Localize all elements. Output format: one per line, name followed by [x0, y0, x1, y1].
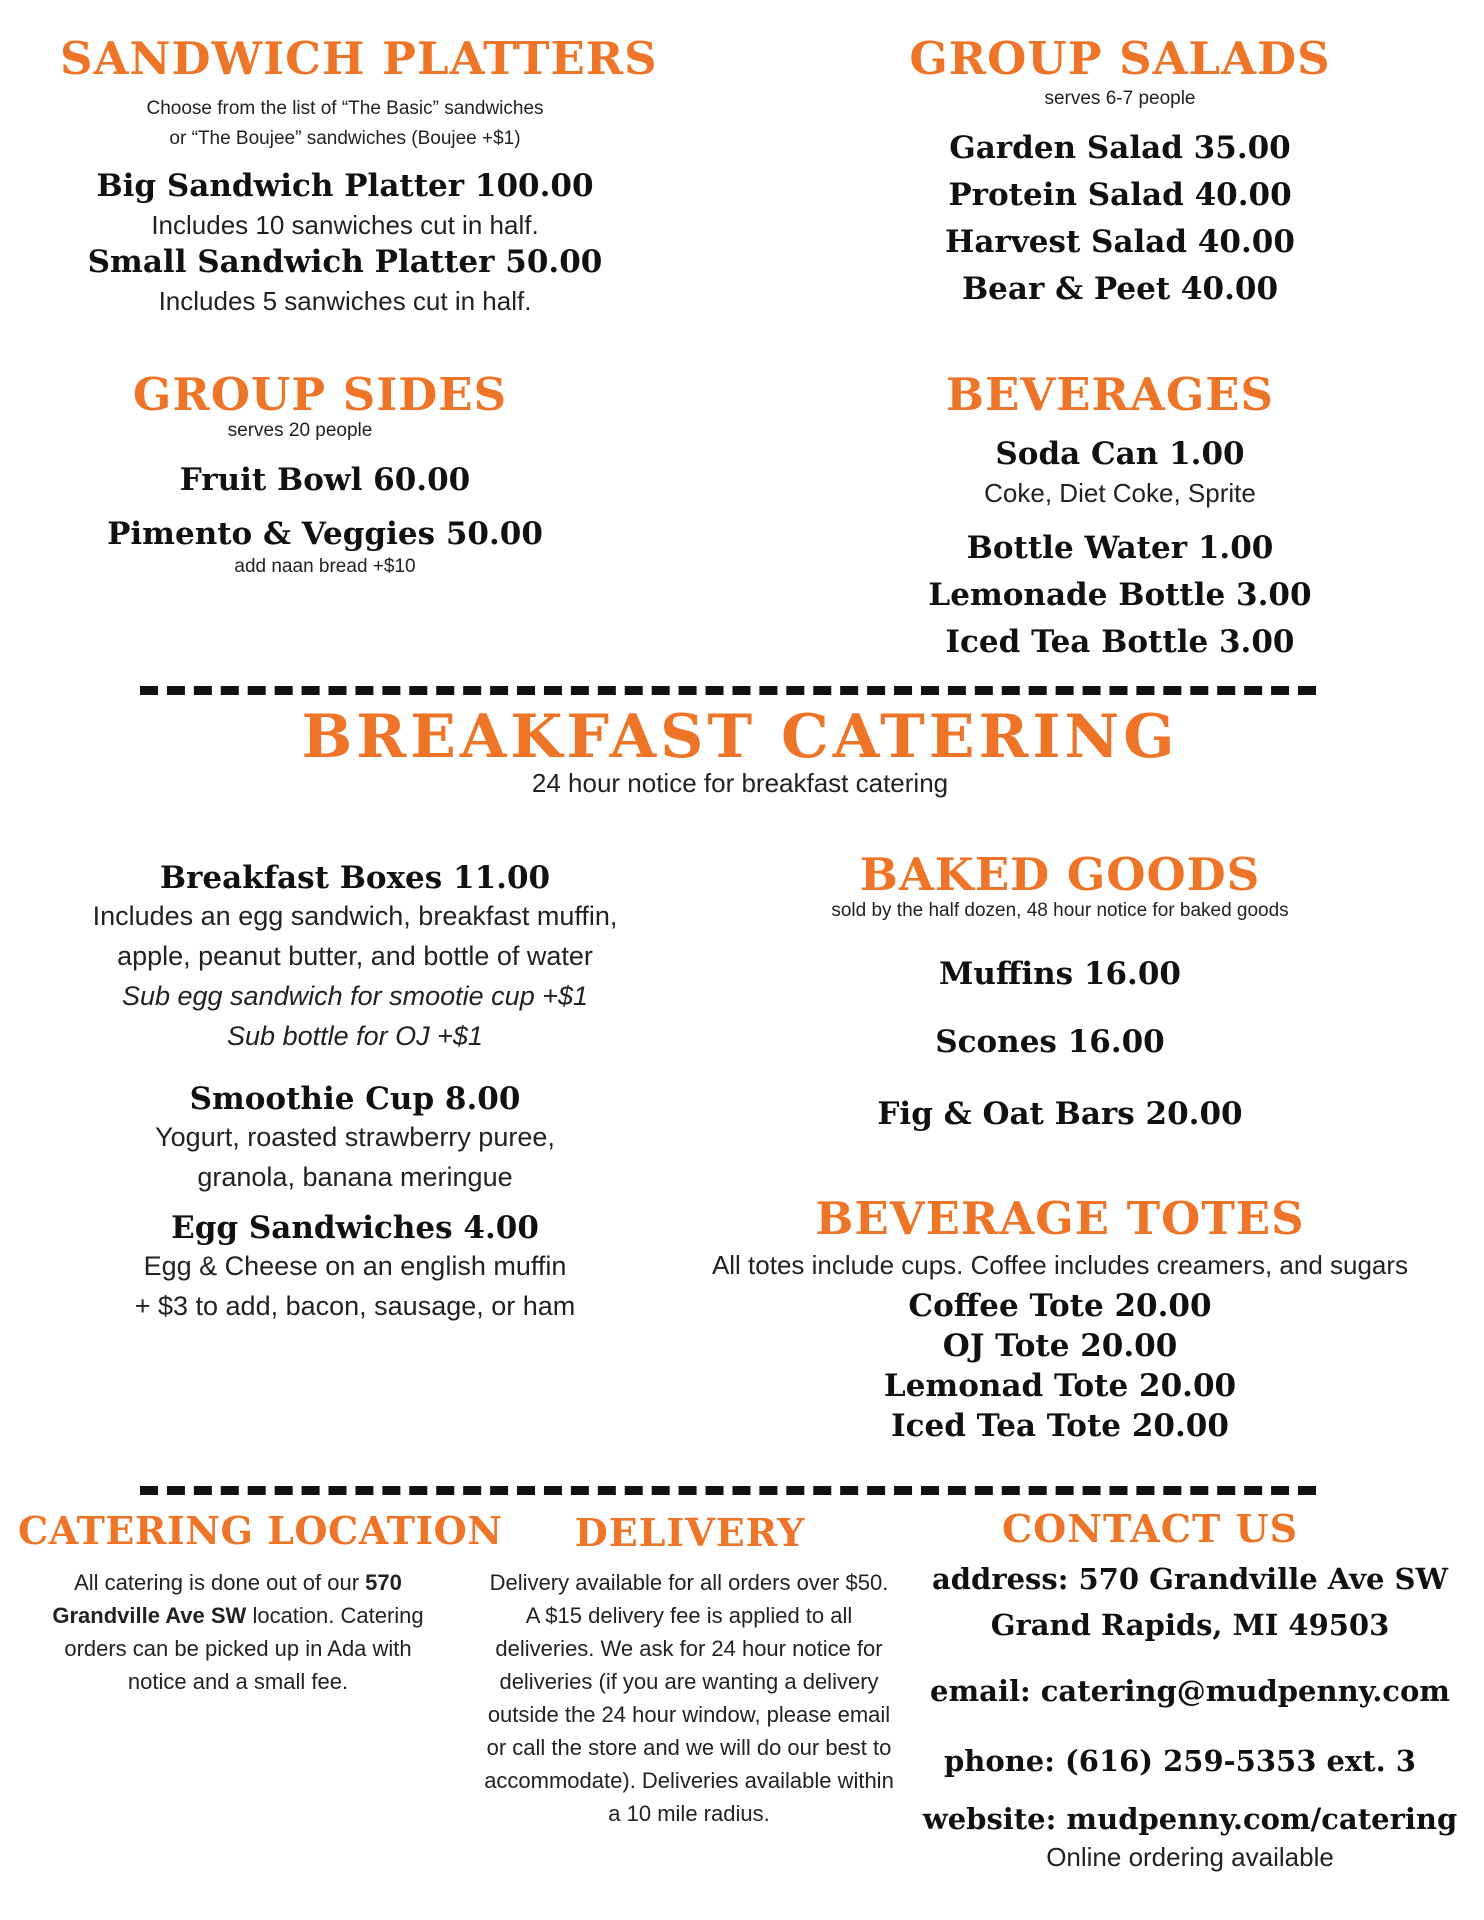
bottle-water: Bottle Water 1.00 — [966, 530, 1274, 566]
breakfast-boxes-line-2: apple, peanut butter, and bottle of water — [117, 941, 593, 971]
delivery-text: Delivery available for all orders over $50. A $15 delivery fee is applied to all deliveries. We ask for 24 hour notice for deliveries (if you are wanting a delivery outside the 24 hour window, please email or call the store and we will do our best to accommodate). Deliveries available within a 10 mile radius. — [484, 1570, 894, 1826]
lemonad-tote: Lemonad Tote 20.00 — [883, 1368, 1237, 1404]
breakfast-boxes-line-3: Sub egg sandwich for smootie cup +$1 — [121, 981, 589, 1011]
egg-sandwiches-line-2: + $3 to add, bacon, sausage, or ham — [134, 1291, 576, 1321]
iced-tea-tote: Iced Tea Tote 20.00 — [891, 1408, 1229, 1444]
group-salads-note: serves 6-7 people — [1044, 88, 1196, 109]
breakfast-catering-note: 24 hour notice for breakfast catering — [531, 768, 949, 798]
bear-and-peet-salad: Bear & Peet 40.00 — [961, 271, 1279, 307]
lemonade-bottle: Lemonade Bottle 3.00 — [928, 577, 1312, 613]
soda-can: Soda Can 1.00 — [995, 436, 1245, 472]
muffins: Muffins 16.00 — [939, 956, 1181, 992]
contact-address-line-2: Grand Rapids, MI 49503 — [990, 1608, 1390, 1642]
sandwich-intro-line-2: or “The Boujee” sandwiches (Boujee +$1) — [169, 128, 521, 149]
contact-address-line-1: address: 570 Grandville Ave SW — [931, 1562, 1449, 1596]
small-sandwich-platter-desc: Includes 5 sanwiches cut in half. — [158, 286, 532, 316]
garden-salad: Garden Salad 35.00 — [949, 130, 1291, 166]
smoothie-cup: Smoothie Cup 8.00 — [189, 1081, 521, 1117]
smoothie-cup-line-2: granola, banana meringue — [197, 1162, 513, 1192]
smoothie-cup-line-1: Yogurt, roasted strawberry puree, — [155, 1122, 555, 1152]
catering-location-text-post: location. Catering orders can be picked up in Ada with notice and a small fee. — [64, 1603, 424, 1694]
beverages-heading: BEVERAGES — [945, 368, 1275, 421]
beverage-totes-heading: BEVERAGE TOTES — [815, 1192, 1305, 1245]
baked-goods-heading: BAKED GOODS — [859, 848, 1261, 901]
soda-can-desc: Coke, Diet Coke, Sprite — [984, 478, 1256, 508]
oj-tote: OJ Tote 20.00 — [942, 1328, 1178, 1364]
group-sides-note: serves 20 people — [227, 420, 373, 441]
contact-email[interactable]: email: catering@mudpenny.com — [930, 1674, 1450, 1708]
small-sandwich-platter: Small Sandwich Platter 50.00 — [87, 244, 603, 280]
beverage-totes-note: All totes include cups. Coffee includes creamers, and sugars — [711, 1250, 1409, 1280]
contact-us-heading: CONTACT US — [1001, 1506, 1299, 1551]
breakfast-boxes: Breakfast Boxes 11.00 — [159, 860, 551, 896]
fruit-bowl: Fruit Bowl 60.00 — [179, 462, 471, 498]
pimento-note: add naan bread +$10 — [234, 556, 416, 577]
fig-and-oat-bars: Fig & Oat Bars 20.00 — [877, 1096, 1243, 1132]
harvest-salad: Harvest Salad 40.00 — [945, 224, 1295, 260]
iced-tea-bottle: Iced Tea Bottle 3.00 — [945, 624, 1295, 660]
catering-location-heading: CATERING LOCATION — [18, 1508, 503, 1553]
group-sides-heading: GROUP SIDES — [132, 368, 508, 421]
contact-website[interactable]: website: mudpenny.com/catering — [922, 1802, 1458, 1836]
protein-salad: Protein Salad 40.00 — [948, 177, 1292, 213]
online-ordering-note: Online ordering available — [1046, 1842, 1334, 1872]
catering-location-address: 570 Grandville Ave SW — [52, 1570, 402, 1628]
section-divider — [140, 1486, 1316, 1495]
egg-sandwiches-line-1: Egg & Cheese on an english muffin — [143, 1251, 567, 1281]
group-salads-heading: GROUP SALADS — [909, 32, 1331, 85]
delivery-heading: DELIVERY — [574, 1510, 806, 1555]
catering-location-text — [48, 1566, 428, 1698]
catering-location-text-pre: All catering is done out of our — [74, 1570, 366, 1595]
pimento-and-veggies: Pimento & Veggies 50.00 — [107, 516, 543, 552]
breakfast-boxes-line-4: Sub bottle for OJ +$1 — [227, 1021, 483, 1051]
sandwich-intro-line-1: Choose from the list of “The Basic” sandwiches — [146, 98, 544, 119]
big-sandwich-platter: Big Sandwich Platter 100.00 — [96, 168, 594, 204]
baked-goods-note: sold by the half dozen, 48 hour notice for baked goods — [831, 900, 1289, 921]
egg-sandwiches: Egg Sandwiches 4.00 — [171, 1210, 539, 1246]
breakfast-boxes-line-1: Includes an egg sandwich, breakfast muffin, — [92, 901, 618, 931]
big-sandwich-platter-desc: Includes 10 sanwiches cut in half. — [151, 210, 539, 240]
sandwich-platters-heading: SANDWICH PLATTERS — [60, 32, 658, 85]
contact-phone[interactable]: phone: (616) 259-5353 ext. 3 — [943, 1744, 1416, 1778]
coffee-tote: Coffee Tote 20.00 — [908, 1288, 1212, 1324]
section-divider — [140, 686, 1316, 695]
scones: Scones 16.00 — [935, 1024, 1165, 1060]
breakfast-catering-heading: BREAKFAST CATERING — [301, 702, 1179, 772]
